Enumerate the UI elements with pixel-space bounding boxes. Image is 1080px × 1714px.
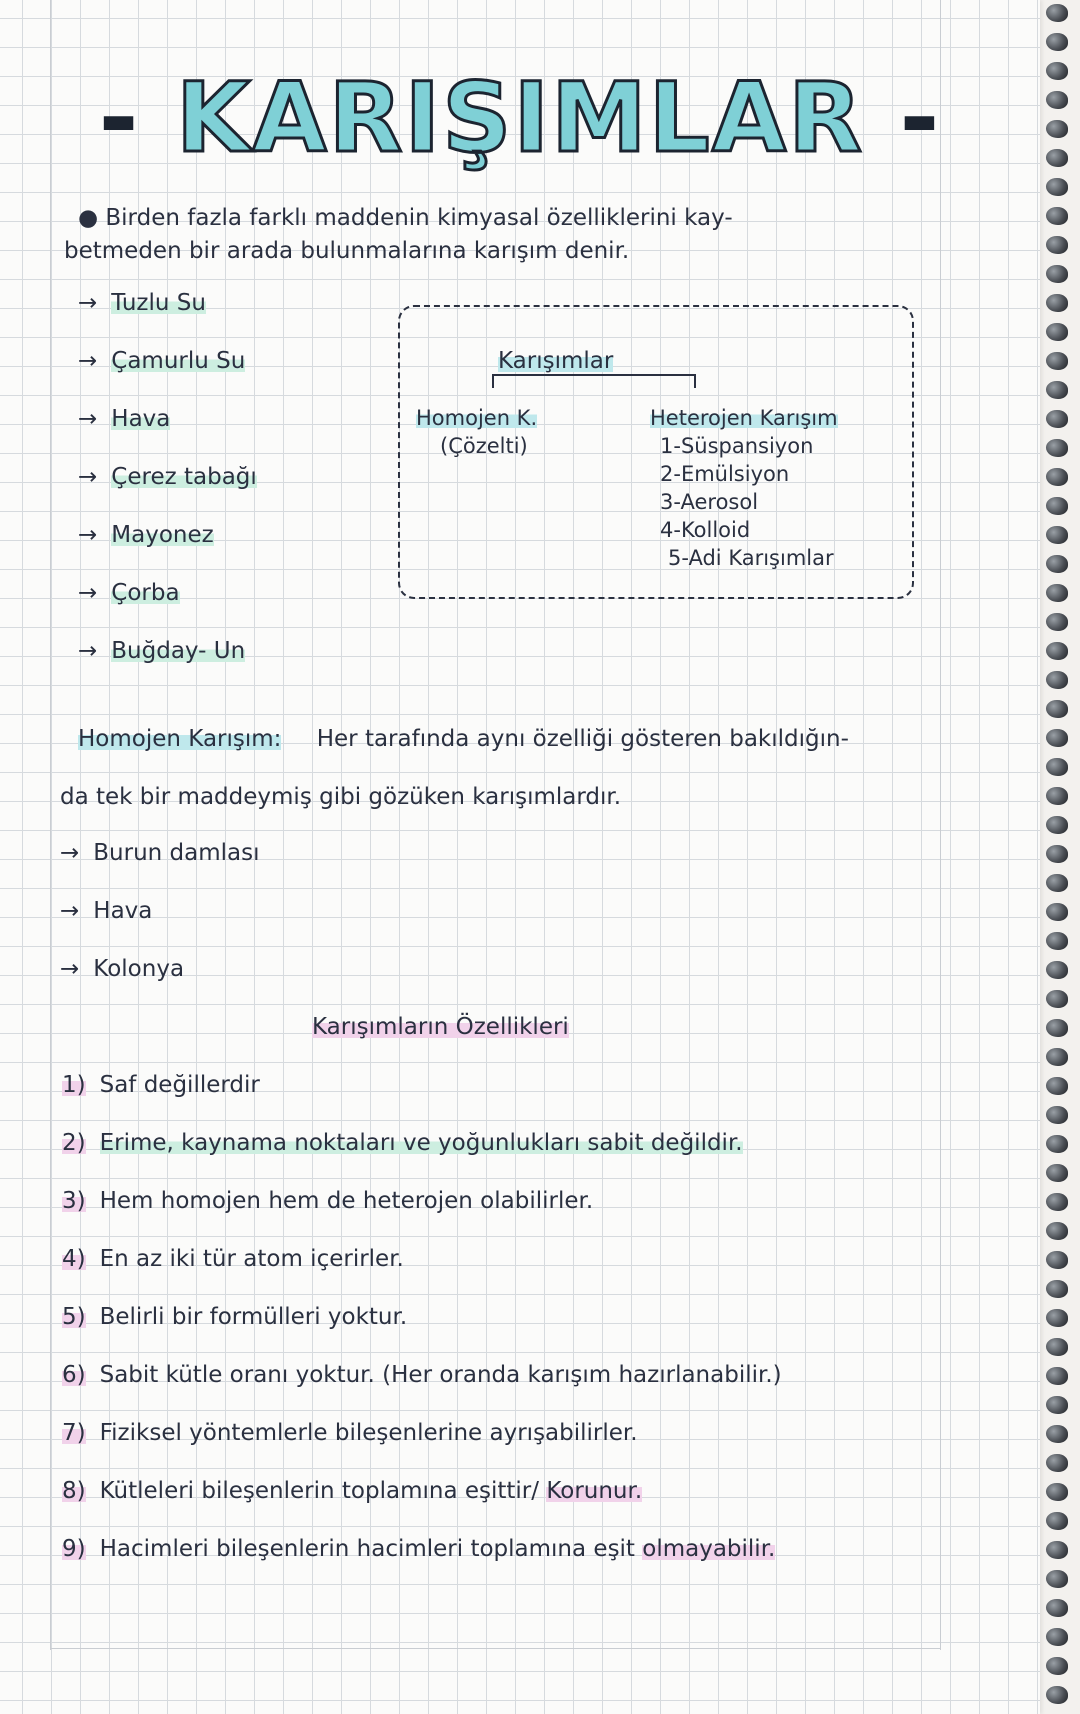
spiral-ring [1046,903,1068,921]
diagram-type: 3-Aerosol [660,490,759,514]
spiral-ring [1046,1222,1068,1240]
spiral-ring [1046,700,1068,718]
diagram-homogeneous-sub: (Çözelti) [440,434,528,458]
arrow-icon: → [78,522,98,548]
property-highlight: olmayabilir. [642,1536,776,1562]
property-text: Erime, kaynama noktaları ve yoğunlukları sabit değildir. [99,1130,743,1156]
spiral-ring [1046,1396,1068,1414]
property-item [62,1478,642,1504]
spiral-ring [1046,1077,1068,1095]
spiral-ring [1046,1135,1068,1153]
arrow-icon: → [60,898,80,924]
spiral-ring [1046,1280,1068,1298]
property-item [62,1304,407,1330]
diagram-brace-left-tip [492,376,504,388]
properties-heading: Karışımların Özellikleri [312,1014,569,1040]
definition-text-1: Birden fazla farklı maddenin kimyasal özelliklerini kay- [105,205,733,231]
page-title [0,62,1040,174]
diagram-brace-right-tip [694,376,706,388]
spiral-ring [1046,1193,1068,1211]
spiral-ring [1046,729,1068,747]
spiral-ring [1046,613,1068,631]
homogeneous-example-label: Kolonya [93,956,185,982]
spiral-ring [1046,265,1068,283]
property-number: 6) [62,1362,86,1388]
homogeneous-example [60,898,152,924]
arrow-icon: → [78,290,98,316]
spiral-ring [1046,1367,1068,1385]
example-item [78,406,170,432]
spiral-ring [1046,1657,1068,1675]
property-item [62,1246,404,1272]
margin-line-bottom [50,1648,940,1649]
homogeneous-definition-line-1 [78,726,849,752]
property-item [62,1130,743,1156]
spiral-ring [1046,1106,1068,1124]
spiral-ring [1046,961,1068,979]
spiral-binding [1038,0,1074,1714]
definition-line-2: betmeden bir arada bulunmalarına karışım denir. [64,238,630,264]
example-label: Çorba [111,580,180,606]
homogeneous-definition-line-2: da tek bir maddeymiş gibi gözüken karışımlardır. [60,784,622,810]
property-number: 4) [62,1246,86,1272]
title-word: KARIŞIMLAR [175,62,865,174]
spiral-ring [1046,439,1068,457]
spiral-ring [1046,62,1068,80]
spiral-ring [1046,410,1068,428]
example-item [78,522,214,548]
homogeneous-example [60,956,184,982]
property-text: Hem homojen hem de heterojen olabilirler. [99,1188,594,1214]
margin-line-left [50,0,51,1650]
spiral-ring [1046,1512,1068,1530]
arrow-icon: → [78,406,98,432]
spiral-ring [1046,1454,1068,1472]
spiral-ring [1046,352,1068,370]
spiral-ring [1046,816,1068,834]
definition-line-1 [78,205,733,231]
arrow-icon: → [60,840,80,866]
property-number: 3) [62,1188,86,1214]
property-text: Fiziksel yöntemlerle bileşenlerine ayrışabilirler. [99,1420,638,1446]
arrow-icon: → [60,956,80,982]
homogeneous-term: Homojen Karışım: [78,726,282,752]
spiral-ring [1046,294,1068,312]
example-label: Tuzlu Su [111,290,206,316]
spiral-ring [1046,1019,1068,1037]
example-item [78,580,180,606]
spiral-ring [1046,1048,1068,1066]
property-number: 8) [62,1478,86,1504]
example-item [78,638,245,664]
spiral-ring [1046,642,1068,660]
property-text: Belirli bir formülleri yoktur. [99,1304,408,1330]
spiral-ring [1046,932,1068,950]
arrow-icon: → [78,464,98,490]
diagram-type: 5-Adi Karışımlar [668,546,834,570]
title-right-dash: - [899,62,942,174]
spiral-ring [1046,149,1068,167]
diagram-heterogeneous: Heterojen Karışım [650,406,838,430]
property-number: 5) [62,1304,86,1330]
spiral-ring [1046,1483,1068,1501]
spiral-ring [1046,1599,1068,1617]
spiral-ring [1046,758,1068,776]
spiral-ring [1046,1309,1068,1327]
example-label: Buğday- Un [111,638,246,664]
spiral-ring [1046,555,1068,573]
property-text: Sabit kütle oranı yoktur. (Her oranda karışım hazırlanabilir.) [99,1362,782,1388]
arrow-icon: → [78,638,98,664]
homogeneous-text-1: Her tarafında aynı özelliği gösteren bakıldığın- [316,726,849,752]
spiral-ring [1046,323,1068,341]
diagram-root: Karışımlar [498,348,614,374]
diagram-brace [492,374,696,394]
diagram-type: 2-Emülsiyon [660,462,790,486]
spiral-ring [1046,1628,1068,1646]
arrow-icon: → [78,348,98,374]
example-label: Çerez tabağı [111,464,257,490]
property-text: Kütleleri bileşenlerin toplamına eşittir/ [99,1478,547,1504]
spiral-ring [1046,787,1068,805]
example-item [78,464,257,490]
spiral-ring [1046,1164,1068,1182]
property-item [62,1362,782,1388]
homogeneous-example [60,840,260,866]
spiral-ring [1046,1686,1068,1704]
property-number: 1) [62,1072,86,1098]
property-text: En az iki tür atom içerirler. [99,1246,404,1272]
property-number: 9) [62,1536,86,1562]
spiral-ring [1046,91,1068,109]
arrow-icon: → [78,580,98,606]
diagram-type: 4-Kolloid [660,518,751,542]
spiral-ring [1046,178,1068,196]
spiral-ring [1046,1570,1068,1588]
spiral-ring [1046,990,1068,1008]
property-item [62,1536,775,1562]
example-item [78,348,245,374]
spiral-ring [1046,1541,1068,1559]
spiral-ring [1046,381,1068,399]
property-text: Hacimleri bileşenlerin hacimleri toplamına eşit [99,1536,643,1562]
bullet-dot-icon: ● [78,205,99,231]
property-number: 2) [62,1130,86,1156]
diagram-homogeneous: Homojen K. [416,406,538,430]
spiral-ring [1046,1251,1068,1269]
property-item [62,1420,638,1446]
property-item [62,1072,260,1098]
spiral-ring [1046,1425,1068,1443]
property-number: 7) [62,1420,86,1446]
property-highlight: Korunur. [546,1478,643,1504]
spiral-ring [1046,1338,1068,1356]
spiral-ring [1046,497,1068,515]
homogeneous-example-label: Hava [93,898,153,924]
spiral-ring [1046,120,1068,138]
spiral-ring [1046,236,1068,254]
margin-line-right [940,0,941,1650]
spiral-ring [1046,671,1068,689]
spiral-ring [1046,874,1068,892]
spiral-ring [1046,4,1068,22]
example-label: Hava [111,406,171,432]
spiral-ring [1046,33,1068,51]
example-label: Çamurlu Su [111,348,246,374]
property-text: Saf değillerdir [99,1072,260,1098]
homogeneous-example-label: Burun damlası [93,840,260,866]
spiral-ring [1046,845,1068,863]
title-left-dash: - [98,62,141,174]
example-label: Mayonez [111,522,214,548]
example-item [78,290,206,316]
spiral-ring [1046,468,1068,486]
spiral-ring [1046,584,1068,602]
spiral-ring [1046,526,1068,544]
spiral-ring [1046,207,1068,225]
diagram-type: 1-Süspansiyon [660,434,814,458]
property-item [62,1188,593,1214]
